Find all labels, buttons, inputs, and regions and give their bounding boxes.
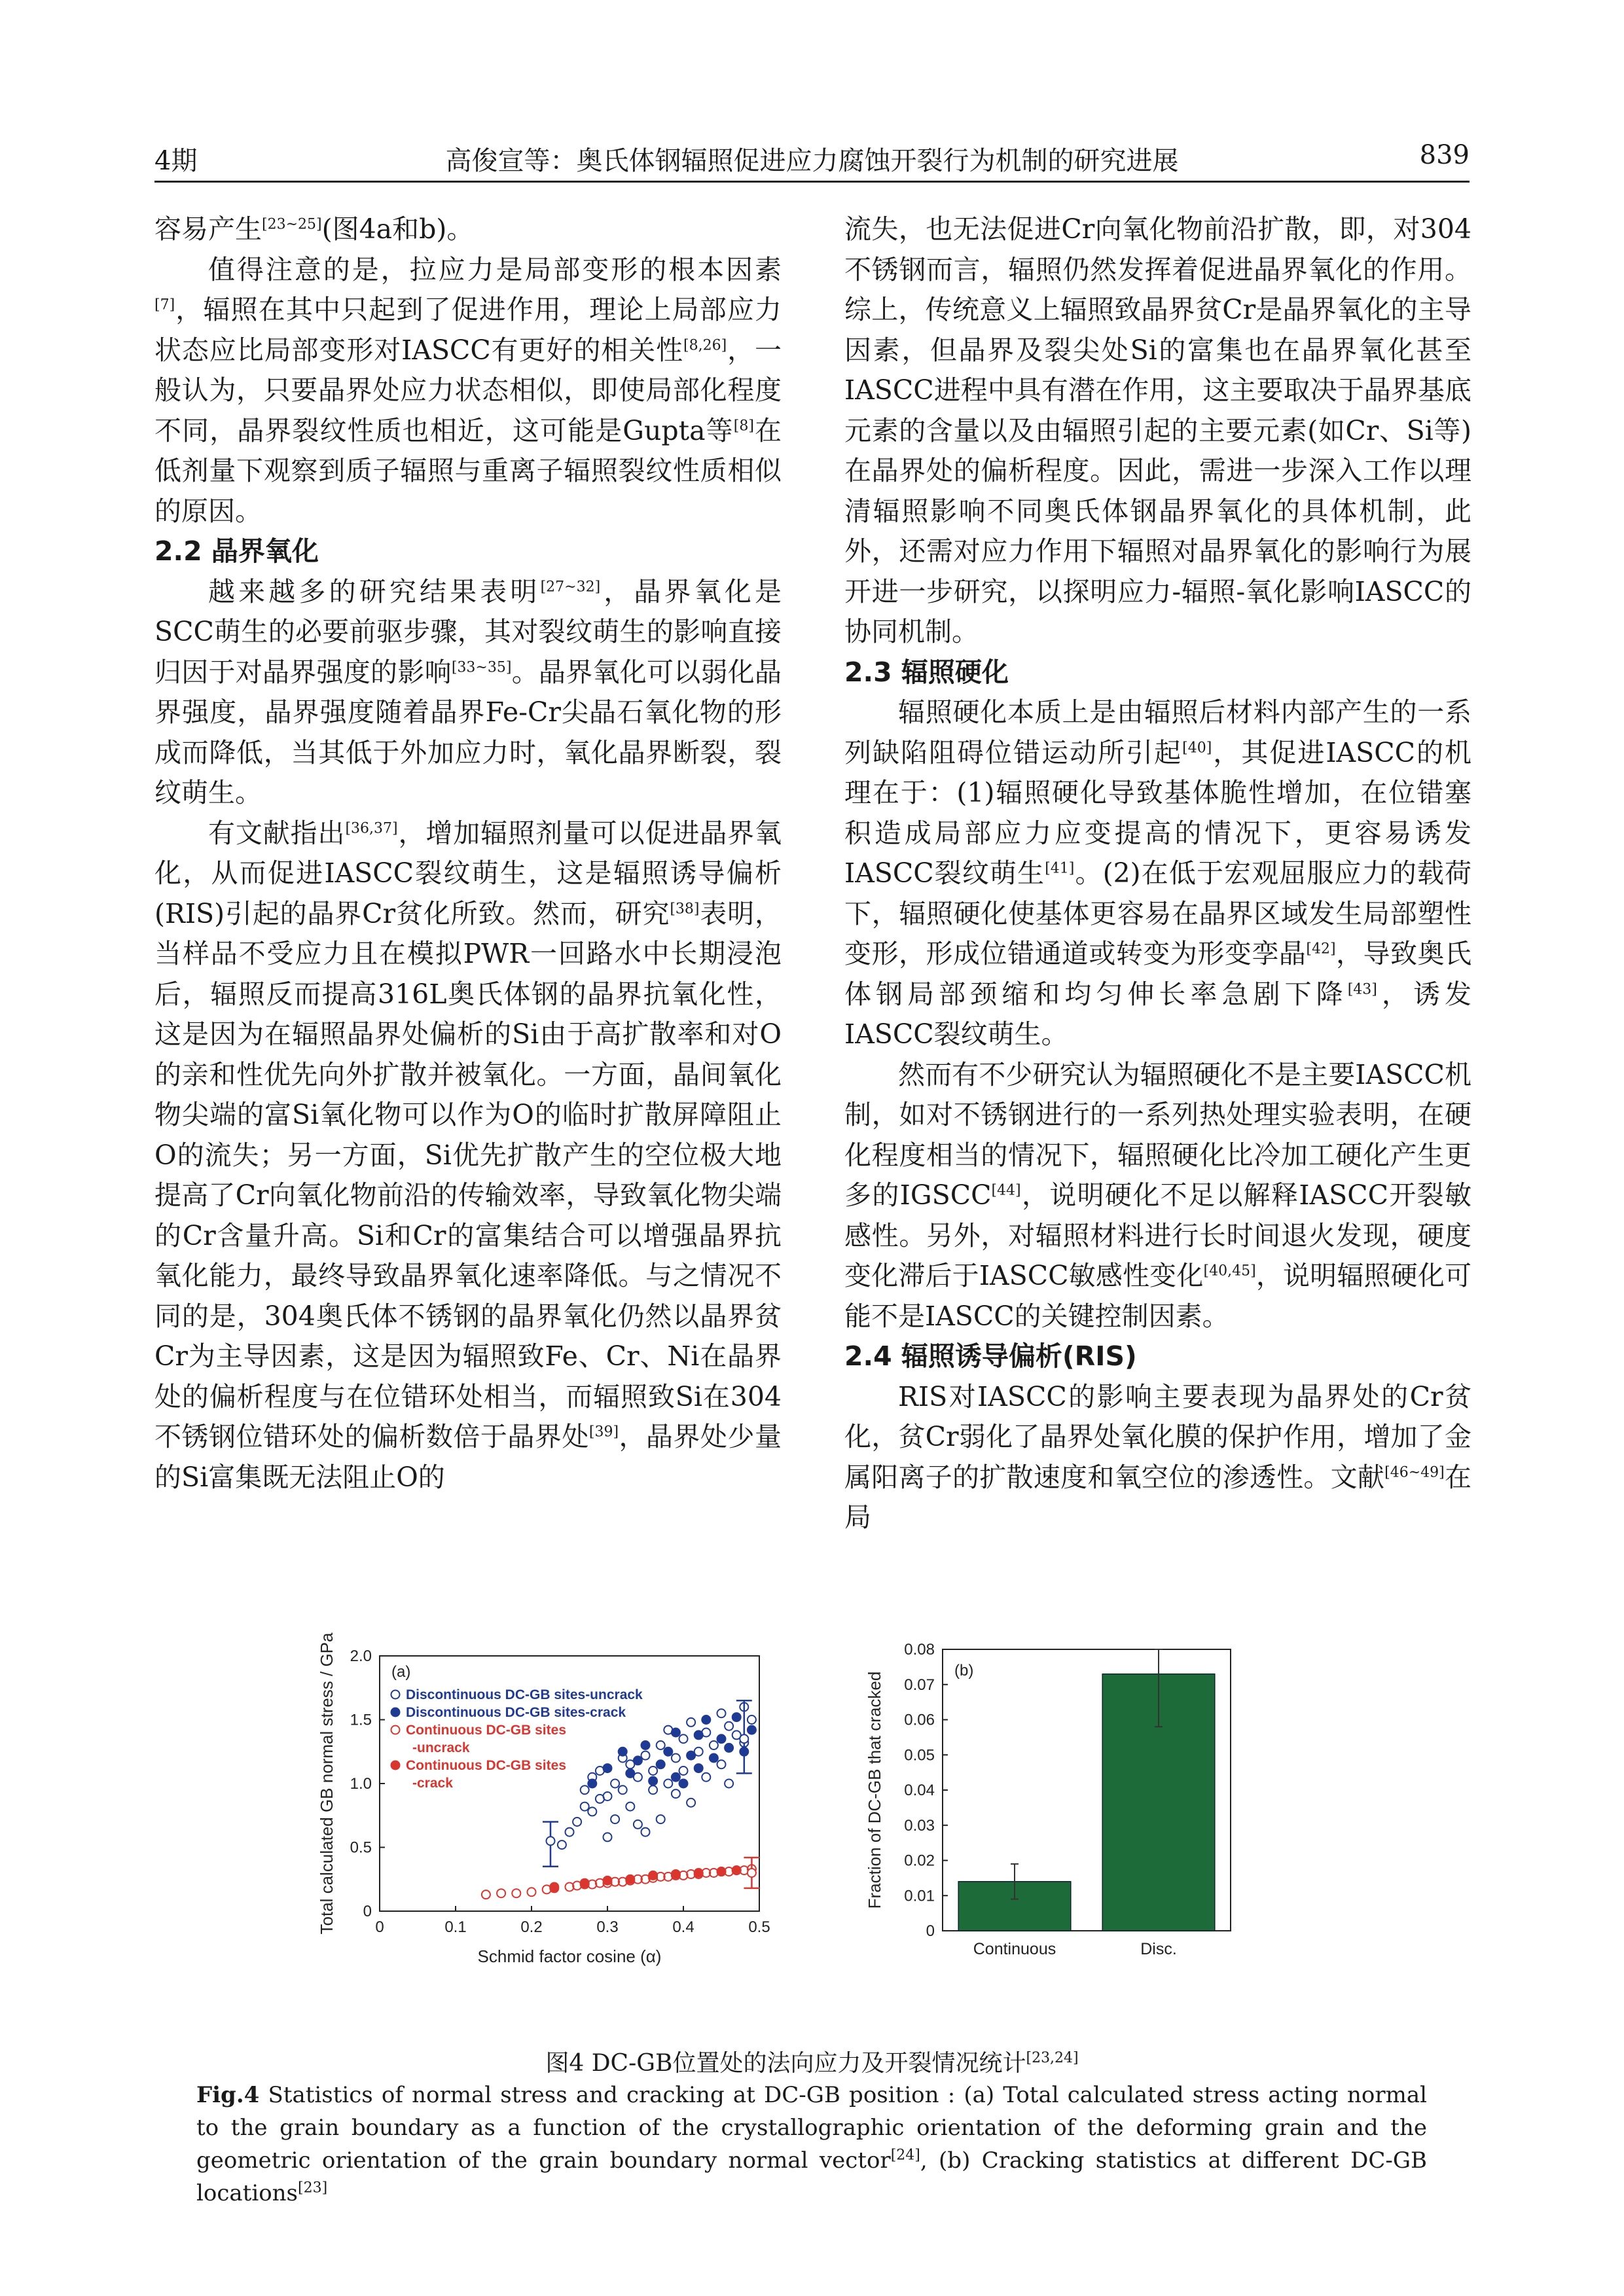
citation-ref: [7]: [154, 296, 175, 314]
y-tick-label: 0: [363, 1903, 372, 1920]
data-point: [611, 1815, 619, 1823]
paragraph-text: 。(2)在低于宏观屈服应力的载荷下，辐照硬化使基体更容易在晶界区域发生局部塑性变形，形成位错通道或转变为形变孪晶: [844, 857, 1472, 969]
data-point: [482, 1890, 490, 1899]
data-point: [558, 1840, 566, 1849]
x-axis-label: Schmid factor cosine (α): [477, 1946, 662, 1966]
paragraph-text: ，晶界处少量的Si富集既无法阻止O的: [154, 1421, 782, 1493]
data-point: [679, 1734, 688, 1743]
data-point: [649, 1777, 657, 1785]
body-paragraph: [844, 692, 1471, 1055]
y-tick-label: 0.03: [904, 1816, 935, 1835]
legend-marker: [391, 1726, 400, 1734]
citation-ref: [46~49]: [1384, 1463, 1445, 1480]
section-heading: 2.3 辐照硬化: [844, 656, 1009, 688]
paragraph-text: 辐照硬化本质上是由辐照后材料内部产生的一系列缺陷阻碍位错运动所引起: [844, 696, 1471, 768]
legend-label: Continuous DC-GB sites: [406, 1723, 566, 1738]
legend-label: Discontinuous DC-GB sites-crack: [406, 1705, 626, 1720]
data-point: [649, 1785, 657, 1794]
legend-marker: [391, 1761, 400, 1770]
data-point: [725, 1744, 733, 1752]
paragraph-text: 然而有不少研究认为辐照硬化不是主要IASCC机制，如对不锈钢进行的一系列热处理实验表明，在硬化程度相当的情况下，辐照硬化比冷加工硬化产生更多的IGSCC: [844, 1058, 1471, 1211]
data-point: [672, 1870, 680, 1878]
figure-caption-en-ref1: [24]: [890, 2147, 920, 2164]
paragraph-text: ，一般认为，只要晶界处应力状态相似，即使局部化程度不同，晶界裂纹性质也相近，这可能是Gupta等: [154, 334, 782, 446]
paragraph-text: 值得注意的是，拉应力是局部变形的根本因素: [208, 253, 782, 285]
paragraph-text: ，诱发IASCC裂纹萌生。: [844, 978, 1472, 1050]
data-point: [695, 1731, 703, 1739]
y-tick-label: 1.0: [350, 1775, 372, 1793]
data-point: [619, 1748, 627, 1756]
right-column: [844, 209, 1471, 1538]
error-bar-center: [748, 1869, 756, 1877]
data-point: [588, 1807, 596, 1816]
body-paragraph: [154, 814, 782, 1498]
x-tick-label: 0.1: [444, 1918, 467, 1936]
figure-4b-bar-chart: [851, 1630, 1348, 1996]
body-paragraph: [844, 1055, 1471, 1337]
legend-label: -crack: [412, 1776, 453, 1791]
data-point: [732, 1713, 741, 1721]
x-category-label: Continuous: [973, 1940, 1056, 1958]
error-bar-center: [547, 1837, 555, 1845]
issue-number: 4期: [154, 146, 198, 176]
section-heading: 2.2 晶界氧化: [154, 535, 319, 567]
paragraph-text: 表明，当样品不受应力且在模拟PWR一回路水中长期浸泡后，辐照反而提高316L奥氏体钢的晶界抗氧化性，这是因为在辐照晶界处偏析的Si由于高扩散率和对O的亲和性优先向外扩散并被氧化。一方面，晶间氧化物尖端的富Si氧化物可以作为O的临时扩散屏障阻止O的流失；另一方面，Si优先扩散产生的空位极大地提高了Cr向氧化物前沿的传输效率，导致氧化物尖端的Cr含量升高。Si和Cr的富集结合可以增强晶界抗氧化能力，最终导致晶界氧化速率降低。与之情况不同的是，304奥氏体不锈钢的晶界氧化仍然以晶界贫Cr为主导因素，这是因为辐照致Fe、Cr、Ni在晶界处的偏析程度与在位错环处相当，而辐照致Si在304不锈钢位错环处的偏析数倍于晶界处: [154, 897, 782, 1452]
y-tick-label: 2.0: [350, 1647, 372, 1665]
data-point: [626, 1803, 634, 1811]
data-point: [695, 1869, 703, 1877]
body-paragraph: [154, 572, 782, 814]
citation-ref: [39]: [588, 1424, 619, 1441]
panel-label: (a): [391, 1663, 411, 1681]
data-point: [634, 1756, 642, 1765]
data-point: [717, 1734, 726, 1743]
data-point: [626, 1769, 634, 1778]
data-point: [581, 1803, 589, 1811]
data-point: [657, 1741, 665, 1749]
data-point: [611, 1780, 619, 1788]
data-point: [687, 1718, 695, 1727]
paragraph-text: 容易产生: [154, 213, 262, 245]
citation-ref: [41]: [1045, 860, 1075, 877]
section-heading: 2.4 辐照诱导偏析(RIS): [844, 1340, 1137, 1372]
data-point: [604, 1876, 612, 1885]
x-tick-label: 0.2: [520, 1918, 543, 1936]
body-paragraph: [844, 1377, 1471, 1538]
data-point: [581, 1785, 589, 1794]
error-bar-center: [740, 1734, 748, 1743]
paragraph-text: 。晶界氧化可以弱化晶界强度，晶界强度随着晶界Fe-Cr尖晶石氧化物的形成而降低，当其低于外加应力时，氧化晶界断裂，裂纹萌生。: [154, 656, 782, 808]
data-point: [717, 1867, 726, 1876]
x-tick-label: 0: [375, 1918, 384, 1936]
y-tick-label: 0: [926, 1922, 935, 1940]
paragraph-text: 有文献指出: [208, 817, 346, 849]
data-point: [588, 1780, 596, 1788]
y-tick-label: 0.06: [904, 1711, 935, 1729]
data-point: [725, 1722, 733, 1731]
figure-caption-cn-refs: [23,24]: [1026, 2050, 1079, 2066]
y-axis-label: Total calculated GB normal stress / GPa: [317, 1632, 336, 1935]
x-tick-label: 0.5: [748, 1918, 770, 1936]
data-point: [672, 1789, 680, 1798]
data-point: [497, 1889, 505, 1897]
data-point: [679, 1780, 688, 1788]
data-point: [672, 1754, 680, 1763]
data-point: [649, 1767, 657, 1775]
data-point: [550, 1882, 558, 1891]
panel-label: (b): [954, 1662, 974, 1679]
y-tick-label: 0.5: [350, 1839, 372, 1857]
data-point: [626, 1875, 634, 1884]
paragraph-text: ，说明硬化不足以解释IASCC开裂敏感性。另外，对辐照材料进行长时间退火发现，硬度变化滞后于IASCC敏感性变化: [844, 1179, 1471, 1291]
x-category-label: Disc.: [1140, 1940, 1177, 1958]
data-point: [664, 1748, 672, 1756]
paragraph-text: ，导致奥氏体钢局部颈缩和均匀伸长率急剧下降: [844, 938, 1472, 1010]
data-point: [604, 1792, 612, 1801]
data-point: [687, 1751, 695, 1760]
figure-caption-cn-text: 图4 DC-GB位置处的法向应力及开裂情况统计: [545, 2050, 1026, 2077]
data-point: [748, 1715, 756, 1724]
citation-ref: [40,45]: [1203, 1263, 1256, 1280]
running-title: 高俊宣等：奥氏体钢辐照促进应力腐蚀开裂行为机制的研究进展: [445, 146, 1179, 176]
figure-caption-en-part1: Statistics of normal stress and cracking at DC-GB position : (a) Total calculated stress acting normal to the grain boundary as a function of the crystallographic orientation of the deforming grain and the geometric orientation of the grain boundary normal vector: [196, 2082, 1427, 2174]
data-point: [657, 1760, 665, 1768]
data-point: [634, 1820, 642, 1829]
data-point: [687, 1799, 695, 1807]
paragraph-text: 越来越多的研究结果表明: [208, 575, 541, 607]
left-column: [154, 209, 782, 1498]
y-tick-label: 0.01: [904, 1887, 935, 1905]
citation-ref: [8,26]: [683, 336, 727, 353]
data-point: [710, 1754, 718, 1763]
data-point: [748, 1726, 756, 1734]
data-point: [672, 1773, 680, 1782]
figure-caption-cn: [0, 2045, 1624, 2078]
data-point: [717, 1709, 726, 1717]
data-point: [641, 1741, 650, 1749]
body-paragraph: [844, 209, 1471, 653]
legend-label: Continuous DC-GB sites: [406, 1758, 566, 1773]
citation-ref: [36,37]: [345, 819, 398, 836]
citation-ref: [23~25]: [262, 216, 322, 233]
data-point: [604, 1833, 612, 1841]
legend-marker: [391, 1708, 400, 1717]
data-point: [581, 1879, 589, 1888]
paragraph-text: 流失，也无法促进Cr向氧化物前沿扩散，即，对304不锈钢而言，辐照仍然发挥着促进晶界氧化的作用。综上，传统意义上辐照致晶界贫Cr是晶界氧化的主导因素，但晶界及裂尖处Si的富集也在晶界氧化甚至IASCC进程中具有潜在作用，这主要取决于晶界基底元素的含量以及由辐照引起的主要元素(如Cr、Si等)在晶界处的偏析程度。因此，需进一步深入工作以理清辐照影响不同奥氏体钢晶界氧化的具体机制，此外，还需对应力作用下辐照对晶界氧化的影响行为展开进一步研究，以探明应力-辐照-氧化影响IASCC的协同机制。: [844, 213, 1471, 647]
x-tick-label: 0.4: [672, 1918, 695, 1936]
data-point: [619, 1785, 627, 1794]
data-point: [725, 1780, 733, 1788]
paragraph-text: RIS对IASCC的影响主要表现为晶界处的Cr贫化，贫Cr弱化了晶界处氧化膜的保护作用，增加了金属阳离子的扩散速度和氧空位的渗透性。文献: [844, 1380, 1471, 1493]
y-tick-label: 0.02: [904, 1852, 935, 1870]
paragraph-text: 在低剂量下观察到质子辐照与重离子辐照裂纹性质相似的原因。: [154, 414, 782, 527]
data-point: [566, 1828, 574, 1837]
page-number: 839: [1419, 140, 1470, 170]
y-tick-label: 0.07: [904, 1676, 935, 1694]
paragraph-text: ，说明辐照硬化可能不是IASCC的关键控制因素。: [844, 1260, 1472, 1332]
paragraph-text: 在局: [844, 1461, 1472, 1533]
figure-caption-en-part2: , (b) Cracking statistics at different DC-GB locations: [196, 2147, 1427, 2206]
paragraph-text: ，其促进IASCC的机理在于：(1)辐照硬化导致基体脆性增加，在位错塞积造成局部应力应变提高的情况下，更容易诱发IASCC裂纹萌生: [844, 736, 1471, 889]
data-point: [573, 1818, 581, 1826]
paragraph-text: ，增加辐照剂量可以促进晶界氧化，从而促进IASCC裂纹萌生，这是辐照诱导偏析(RIS)引起的晶界Cr贫化所致。然而，研究: [154, 817, 782, 929]
data-point: [672, 1729, 680, 1737]
body-paragraph: [154, 250, 782, 532]
legend-label: Discontinuous DC-GB sites-uncrack: [406, 1687, 643, 1702]
paragraph-text: (图4a和b)。: [321, 213, 474, 245]
y-tick-label: 0.05: [904, 1746, 935, 1765]
header-divider: [154, 181, 1470, 183]
citation-ref: [44]: [991, 1182, 1021, 1199]
y-axis-label: Fraction of DC-GB that cracked: [865, 1671, 884, 1909]
data-point: [664, 1780, 672, 1788]
figure-4a-scatter-chart: [301, 1630, 799, 1996]
body-paragraph: [154, 209, 782, 250]
data-point: [649, 1871, 657, 1880]
data-point: [732, 1866, 741, 1874]
paragraph-text: ，晶界氧化是SCC萌生的必要前驱步骤，其对裂纹萌生的影响直接归因于对晶界强度的影响: [154, 575, 782, 688]
data-point: [641, 1751, 650, 1760]
citation-ref: [8]: [733, 417, 754, 434]
figure-caption-en-label: Fig.4: [196, 2082, 260, 2108]
data-point: [695, 1764, 703, 1772]
data-point: [528, 1888, 536, 1896]
data-point: [512, 1889, 520, 1897]
figure-caption-en-ref2: [23]: [298, 2179, 328, 2197]
citation-ref: [40]: [1182, 739, 1212, 756]
data-point: [710, 1741, 718, 1749]
y-tick-label: 1.5: [350, 1711, 372, 1729]
paragraph-text: ，辐照在其中只起到了促进作用，理论上局部应力状态应比局部变形对IASCC有更好的相关性: [154, 294, 782, 366]
citation-ref: [38]: [670, 900, 700, 917]
legend-marker: [391, 1691, 400, 1699]
data-point: [604, 1764, 612, 1772]
x-tick-label: 0.3: [596, 1918, 619, 1936]
y-tick-label: 0.08: [904, 1641, 935, 1659]
data-point: [717, 1760, 726, 1768]
legend-label: -uncrack: [412, 1740, 470, 1755]
citation-ref: [27~32]: [540, 578, 601, 595]
data-point: [657, 1815, 665, 1823]
citation-ref: [33~35]: [451, 658, 512, 675]
figure-caption-en: [196, 2079, 1427, 2210]
y-tick-label: 0.04: [904, 1782, 935, 1799]
data-point: [679, 1767, 688, 1775]
citation-ref: [43]: [1347, 980, 1377, 997]
citation-ref: [42]: [1306, 941, 1336, 958]
data-point: [641, 1828, 650, 1837]
data-point: [702, 1715, 710, 1724]
data-point: [702, 1773, 710, 1782]
